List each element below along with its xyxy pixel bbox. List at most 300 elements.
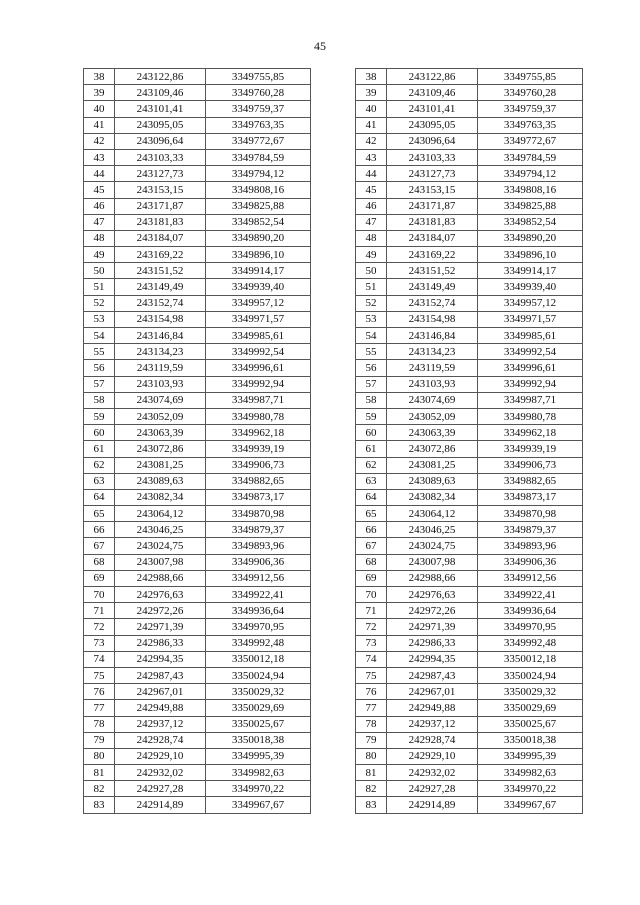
point-number: 54 <box>356 328 387 344</box>
coordinate-x: 243122,86 <box>387 69 478 85</box>
coordinate-x: 242928,74 <box>115 732 206 748</box>
coordinate-x: 243103,33 <box>115 149 206 165</box>
coordinate-x: 243152,74 <box>115 295 206 311</box>
point-number: 75 <box>84 667 115 683</box>
coordinate-x: 243007,98 <box>115 554 206 570</box>
point-number: 69 <box>356 570 387 586</box>
coordinate-y: 3349980,78 <box>478 408 583 424</box>
coordinate-x: 243064,12 <box>387 506 478 522</box>
coordinate-x: 242967,01 <box>387 684 478 700</box>
coordinate-y: 3349987,71 <box>478 392 583 408</box>
coordinate-x: 242988,66 <box>387 570 478 586</box>
point-number: 52 <box>356 295 387 311</box>
coordinate-y: 3350025,67 <box>206 716 311 732</box>
coordinate-y: 3349922,41 <box>478 587 583 603</box>
coordinate-y: 3350029,32 <box>478 684 583 700</box>
coordinate-y: 3349967,67 <box>478 797 583 813</box>
coordinate-y: 3349873,17 <box>478 489 583 505</box>
table-row <box>356 781 583 797</box>
coordinate-y: 3349906,73 <box>206 457 311 473</box>
coordinate-y: 3350018,38 <box>206 732 311 748</box>
coordinate-y: 3349896,10 <box>478 247 583 263</box>
point-number: 82 <box>84 781 115 797</box>
table-row <box>356 732 583 748</box>
coordinate-x: 243072,86 <box>387 441 478 457</box>
coordinate-x: 243181,83 <box>115 214 206 230</box>
point-number: 74 <box>356 651 387 667</box>
coordinates-table-left <box>83 68 311 814</box>
coordinate-x: 243184,07 <box>387 230 478 246</box>
table-row <box>356 295 583 311</box>
point-number: 59 <box>84 408 115 424</box>
coordinate-y: 3349995,39 <box>478 748 583 764</box>
coordinate-x: 243146,84 <box>115 328 206 344</box>
point-number: 81 <box>356 765 387 781</box>
point-number: 49 <box>356 247 387 263</box>
coordinate-y: 3349992,48 <box>206 635 311 651</box>
table-row <box>356 797 583 813</box>
coordinate-x: 243146,84 <box>387 328 478 344</box>
coordinate-x: 243082,34 <box>115 489 206 505</box>
table-row <box>356 716 583 732</box>
coordinate-y: 3349970,95 <box>206 619 311 635</box>
point-number: 58 <box>84 392 115 408</box>
table-row <box>356 765 583 781</box>
table-row <box>84 700 311 716</box>
coordinate-x: 243046,25 <box>387 522 478 538</box>
point-number: 73 <box>356 635 387 651</box>
coordinate-y: 3349992,54 <box>206 344 311 360</box>
coordinate-x: 243052,09 <box>115 408 206 424</box>
table-row <box>356 667 583 683</box>
table-row <box>356 360 583 376</box>
coordinate-x: 243095,05 <box>115 117 206 133</box>
coordinate-x: 243153,15 <box>387 182 478 198</box>
table-row <box>84 684 311 700</box>
coordinate-y: 3349852,54 <box>206 214 311 230</box>
coordinate-y: 3349755,85 <box>478 69 583 85</box>
coordinate-x: 243169,22 <box>387 247 478 263</box>
coordinate-x: 242928,74 <box>387 732 478 748</box>
coordinate-x: 243096,64 <box>115 133 206 149</box>
point-number: 63 <box>84 473 115 489</box>
table-row <box>356 587 583 603</box>
table-row <box>84 506 311 522</box>
coordinate-x: 243082,34 <box>387 489 478 505</box>
coordinate-y: 3349906,36 <box>478 554 583 570</box>
coordinate-y: 3349759,37 <box>206 101 311 117</box>
coordinate-x: 242914,89 <box>387 797 478 813</box>
coordinate-x: 242972,26 <box>115 603 206 619</box>
coordinate-x: 243153,15 <box>115 182 206 198</box>
coordinate-x: 242949,88 <box>115 700 206 716</box>
point-number: 50 <box>84 263 115 279</box>
point-number: 59 <box>356 408 387 424</box>
coordinate-y: 3349890,20 <box>478 230 583 246</box>
point-number: 63 <box>356 473 387 489</box>
coordinate-x: 243089,63 <box>387 473 478 489</box>
table-row <box>356 506 583 522</box>
table-row <box>356 441 583 457</box>
coordinate-y: 3349870,98 <box>478 506 583 522</box>
point-number: 38 <box>84 69 115 85</box>
point-number: 65 <box>356 506 387 522</box>
table-row <box>84 263 311 279</box>
coordinate-y: 3349879,37 <box>206 522 311 538</box>
coordinate-y: 3349852,54 <box>478 214 583 230</box>
coordinate-y: 3349873,17 <box>206 489 311 505</box>
coordinate-x: 243024,75 <box>115 538 206 554</box>
point-number: 43 <box>356 149 387 165</box>
coordinate-x: 243127,73 <box>115 166 206 182</box>
table-row <box>84 441 311 457</box>
point-number: 78 <box>84 716 115 732</box>
coordinate-y: 3349808,16 <box>478 182 583 198</box>
coordinate-y: 3349912,56 <box>206 570 311 586</box>
coordinate-y: 3350024,94 <box>206 667 311 683</box>
coordinate-x: 242994,35 <box>115 651 206 667</box>
point-number: 46 <box>84 198 115 214</box>
table-row <box>84 781 311 797</box>
coordinate-y: 3349970,95 <box>478 619 583 635</box>
table-row <box>84 182 311 198</box>
coordinate-y: 3349825,88 <box>206 198 311 214</box>
point-number: 79 <box>356 732 387 748</box>
point-number: 80 <box>84 748 115 764</box>
coordinate-x: 243096,64 <box>387 133 478 149</box>
coordinate-y: 3349825,88 <box>478 198 583 214</box>
table-row <box>84 376 311 392</box>
point-number: 48 <box>356 230 387 246</box>
coordinate-y: 3349912,56 <box>478 570 583 586</box>
point-number: 64 <box>356 489 387 505</box>
point-number: 53 <box>356 311 387 327</box>
point-number: 54 <box>84 328 115 344</box>
coordinate-y: 3349936,64 <box>478 603 583 619</box>
coordinate-x: 243181,83 <box>387 214 478 230</box>
coordinate-y: 3349957,12 <box>478 295 583 311</box>
coordinate-y: 3349906,73 <box>478 457 583 473</box>
coordinate-x: 242988,66 <box>115 570 206 586</box>
point-number: 60 <box>356 425 387 441</box>
coordinate-x: 243154,98 <box>387 311 478 327</box>
point-number: 73 <box>84 635 115 651</box>
table-row <box>84 149 311 165</box>
table-row <box>356 408 583 424</box>
coordinate-x: 243063,39 <box>115 425 206 441</box>
table-row <box>356 214 583 230</box>
table-row <box>356 489 583 505</box>
point-number: 65 <box>84 506 115 522</box>
table-row <box>84 392 311 408</box>
table-row <box>356 473 583 489</box>
table-row <box>356 328 583 344</box>
point-number: 61 <box>84 441 115 457</box>
coordinate-y: 3349970,22 <box>206 781 311 797</box>
table-row <box>84 328 311 344</box>
table-row <box>356 700 583 716</box>
table-row <box>84 295 311 311</box>
coordinate-x: 242932,02 <box>387 765 478 781</box>
point-number: 70 <box>356 587 387 603</box>
point-number: 80 <box>356 748 387 764</box>
coordinate-x: 243152,74 <box>387 295 478 311</box>
point-number: 81 <box>84 765 115 781</box>
table-row <box>356 651 583 667</box>
table-row <box>356 133 583 149</box>
coordinate-y: 3349957,12 <box>206 295 311 311</box>
table-row <box>84 101 311 117</box>
coordinate-x: 243151,52 <box>115 263 206 279</box>
point-number: 71 <box>356 603 387 619</box>
coordinate-y: 3349939,40 <box>206 279 311 295</box>
coordinate-y: 3349772,67 <box>478 133 583 149</box>
coordinate-y: 3349794,12 <box>206 166 311 182</box>
coordinate-x: 243074,69 <box>115 392 206 408</box>
point-number: 44 <box>356 166 387 182</box>
coordinate-y: 3349996,61 <box>478 360 583 376</box>
coordinate-x: 243127,73 <box>387 166 478 182</box>
table-row <box>356 85 583 101</box>
table-row <box>84 69 311 85</box>
coordinate-x: 243151,52 <box>387 263 478 279</box>
table-row <box>84 457 311 473</box>
coordinate-x: 243103,33 <box>387 149 478 165</box>
table-row <box>84 360 311 376</box>
table-row <box>84 797 311 813</box>
table-row <box>84 587 311 603</box>
coordinate-y: 3349794,12 <box>478 166 583 182</box>
coordinate-x: 242927,28 <box>115 781 206 797</box>
table-row <box>84 748 311 764</box>
table-row <box>84 570 311 586</box>
point-number: 76 <box>84 684 115 700</box>
table-row <box>84 473 311 489</box>
table-row <box>356 182 583 198</box>
point-number: 51 <box>84 279 115 295</box>
coordinate-x: 243072,86 <box>115 441 206 457</box>
table-row <box>356 101 583 117</box>
point-number: 42 <box>356 133 387 149</box>
table-row <box>356 684 583 700</box>
coordinate-x: 243081,25 <box>387 457 478 473</box>
coordinate-y: 3349763,35 <box>478 117 583 133</box>
table-row <box>84 117 311 133</box>
coordinate-x: 242929,10 <box>115 748 206 764</box>
point-number: 40 <box>84 101 115 117</box>
point-number: 47 <box>356 214 387 230</box>
table-row <box>356 279 583 295</box>
point-number: 41 <box>356 117 387 133</box>
coordinate-x: 243122,86 <box>115 69 206 85</box>
table-row <box>356 748 583 764</box>
coordinate-x: 243064,12 <box>115 506 206 522</box>
point-number: 68 <box>84 554 115 570</box>
coordinate-x: 242986,33 <box>387 635 478 651</box>
table-row <box>356 538 583 554</box>
table-row <box>356 149 583 165</box>
table-row <box>356 263 583 279</box>
coordinate-x: 243154,98 <box>115 311 206 327</box>
coordinate-y: 3349939,19 <box>206 441 311 457</box>
coordinate-y: 3349962,18 <box>478 425 583 441</box>
table-row <box>84 635 311 651</box>
point-number: 45 <box>356 182 387 198</box>
coordinate-y: 3349967,67 <box>206 797 311 813</box>
coordinate-y: 3350012,18 <box>478 651 583 667</box>
coordinate-y: 3349896,10 <box>206 247 311 263</box>
coordinate-x: 243103,93 <box>387 376 478 392</box>
table-row <box>356 198 583 214</box>
point-number: 43 <box>84 149 115 165</box>
table-row <box>84 166 311 182</box>
coordinate-x: 242987,43 <box>387 667 478 683</box>
point-number: 47 <box>84 214 115 230</box>
point-number: 50 <box>356 263 387 279</box>
coordinate-y: 3349971,57 <box>478 311 583 327</box>
coordinate-y: 3349760,28 <box>206 85 311 101</box>
coordinate-y: 3349914,17 <box>206 263 311 279</box>
table-row <box>84 619 311 635</box>
coordinate-x: 243101,41 <box>115 101 206 117</box>
point-number: 72 <box>356 619 387 635</box>
coordinate-x: 243134,23 <box>387 344 478 360</box>
coordinate-x: 242986,33 <box>115 635 206 651</box>
table-row <box>356 635 583 651</box>
table-row <box>84 247 311 263</box>
coordinate-y: 3349992,94 <box>206 376 311 392</box>
coordinate-x: 243109,46 <box>387 85 478 101</box>
point-number: 52 <box>84 295 115 311</box>
table-row <box>356 69 583 85</box>
table-row <box>84 198 311 214</box>
point-number: 64 <box>84 489 115 505</box>
coordinate-y: 3349870,98 <box>206 506 311 522</box>
point-number: 56 <box>84 360 115 376</box>
table-row <box>356 457 583 473</box>
coordinate-y: 3349882,65 <box>206 473 311 489</box>
point-number: 83 <box>356 797 387 813</box>
coordinate-y: 3349992,48 <box>478 635 583 651</box>
coordinate-y: 3349992,54 <box>478 344 583 360</box>
coordinates-table-right <box>355 68 583 814</box>
table-row <box>84 85 311 101</box>
table-row <box>84 765 311 781</box>
coordinate-x: 243149,49 <box>387 279 478 295</box>
table-row <box>84 651 311 667</box>
coordinate-x: 242914,89 <box>115 797 206 813</box>
point-number: 49 <box>84 247 115 263</box>
coordinate-y: 3350012,18 <box>206 651 311 667</box>
coordinate-y: 3349985,61 <box>206 328 311 344</box>
coordinate-x: 243109,46 <box>115 85 206 101</box>
coordinate-y: 3349755,85 <box>206 69 311 85</box>
coordinate-x: 243052,09 <box>387 408 478 424</box>
coordinate-x: 243169,22 <box>115 247 206 263</box>
table-row <box>356 570 583 586</box>
table-row <box>356 522 583 538</box>
point-number: 42 <box>84 133 115 149</box>
coordinate-y: 3349962,18 <box>206 425 311 441</box>
coordinate-y: 3349890,20 <box>206 230 311 246</box>
coordinate-y: 3349922,41 <box>206 587 311 603</box>
point-number: 72 <box>84 619 115 635</box>
coordinate-x: 242976,63 <box>387 587 478 603</box>
point-number: 60 <box>84 425 115 441</box>
coordinate-x: 243119,59 <box>387 360 478 376</box>
coordinate-y: 3350029,32 <box>206 684 311 700</box>
point-number: 41 <box>84 117 115 133</box>
coordinate-x: 243024,75 <box>387 538 478 554</box>
point-number: 67 <box>84 538 115 554</box>
coordinate-y: 3349879,37 <box>478 522 583 538</box>
point-number: 70 <box>84 587 115 603</box>
table-row <box>84 214 311 230</box>
coordinate-y: 3349995,39 <box>206 748 311 764</box>
point-number: 62 <box>84 457 115 473</box>
coordinate-x: 243119,59 <box>115 360 206 376</box>
coordinate-x: 243095,05 <box>387 117 478 133</box>
coordinate-x: 243101,41 <box>387 101 478 117</box>
table-row <box>84 603 311 619</box>
coordinate-x: 243074,69 <box>387 392 478 408</box>
coordinate-y: 3349996,61 <box>206 360 311 376</box>
table-row <box>84 311 311 327</box>
table-row <box>356 425 583 441</box>
coordinate-y: 3349985,61 <box>478 328 583 344</box>
coordinate-y: 3349759,37 <box>478 101 583 117</box>
coordinate-x: 243149,49 <box>115 279 206 295</box>
table-row <box>84 522 311 538</box>
point-number: 67 <box>356 538 387 554</box>
point-number: 39 <box>84 85 115 101</box>
point-number: 71 <box>84 603 115 619</box>
point-number: 40 <box>356 101 387 117</box>
table-row <box>356 230 583 246</box>
point-number: 57 <box>356 376 387 392</box>
point-number: 46 <box>356 198 387 214</box>
table-row <box>356 392 583 408</box>
table-row <box>84 489 311 505</box>
point-number: 55 <box>356 344 387 360</box>
coordinate-y: 3350024,94 <box>478 667 583 683</box>
coordinate-y: 3350018,38 <box>478 732 583 748</box>
table-row <box>84 279 311 295</box>
table-row <box>356 603 583 619</box>
coordinate-y: 3349893,96 <box>478 538 583 554</box>
coordinate-x: 242949,88 <box>387 700 478 716</box>
point-number: 53 <box>84 311 115 327</box>
point-number: 38 <box>356 69 387 85</box>
coordinate-x: 242971,39 <box>115 619 206 635</box>
coordinate-x: 243089,63 <box>115 473 206 489</box>
coordinate-y: 3349772,67 <box>206 133 311 149</box>
coordinate-y: 3349763,35 <box>206 117 311 133</box>
coordinate-x: 242972,26 <box>387 603 478 619</box>
table-row <box>84 667 311 683</box>
coordinate-x: 243046,25 <box>115 522 206 538</box>
table-row <box>356 344 583 360</box>
point-number: 83 <box>84 797 115 813</box>
coordinate-x: 243171,87 <box>115 198 206 214</box>
coordinate-y: 3349970,22 <box>478 781 583 797</box>
coordinate-y: 3349914,17 <box>478 263 583 279</box>
coordinate-y: 3350025,67 <box>478 716 583 732</box>
point-number: 44 <box>84 166 115 182</box>
coordinate-x: 242937,12 <box>115 716 206 732</box>
coordinate-y: 3349784,59 <box>478 149 583 165</box>
table-row <box>356 311 583 327</box>
